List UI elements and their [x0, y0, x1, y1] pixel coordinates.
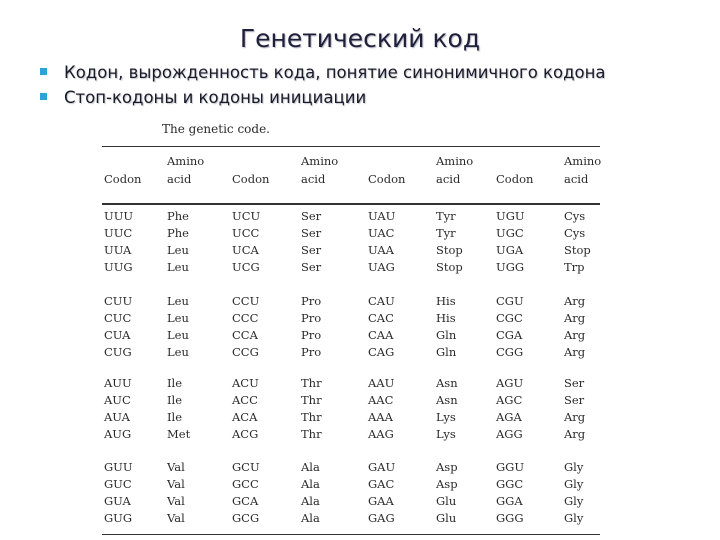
- codon-cell: GCA: [232, 494, 259, 508]
- codon-cell: AGA: [496, 410, 522, 424]
- codon-cell: UGA: [496, 243, 524, 257]
- codon-cell: UCA: [232, 243, 259, 257]
- bullet-item: [40, 60, 606, 85]
- amino-acid-cell: His: [436, 294, 456, 308]
- codon-cell: GGC: [496, 477, 524, 491]
- codon-cell: GGU: [496, 460, 525, 474]
- amino-acid-cell: Arg: [564, 328, 586, 342]
- amino-acid-cell: Gly: [564, 460, 584, 474]
- codon-cell: GGG: [496, 511, 524, 525]
- genetic-code-figure: [92, 114, 612, 538]
- codon-cell: CGC: [496, 311, 523, 325]
- amino-acid-cell: Ser: [301, 226, 322, 240]
- amino-acid-cell: Val: [167, 494, 185, 508]
- amino-acid-cell: Stop: [436, 260, 463, 274]
- amino-acid-cell: Arg: [564, 410, 586, 424]
- amino-acid-cell: Leu: [167, 260, 189, 274]
- amino-acid-cell: Leu: [167, 243, 189, 257]
- bullet-list: [40, 60, 606, 110]
- amino-acid-cell: Gly: [564, 511, 584, 525]
- amino-acid-cell: Ala: [301, 460, 320, 474]
- codon-cell: AGG: [496, 427, 523, 441]
- codon-cell: UAA: [368, 243, 394, 257]
- codon-cell: UUC: [104, 226, 133, 240]
- codon-cell: UAG: [368, 260, 395, 274]
- codon-cell: GUA: [104, 494, 131, 508]
- amino-acid-cell: Val: [167, 511, 185, 525]
- amino-acid-cell: Ser: [301, 243, 322, 257]
- amino-acid-cell: Pro: [301, 345, 322, 359]
- codon-cell: AUA: [104, 410, 130, 424]
- amino-acid-cell: Ala: [301, 511, 320, 525]
- square-bullet-icon: [40, 68, 47, 75]
- amino-acid-cell: Asn: [436, 393, 458, 407]
- codon-cell: CAG: [368, 345, 395, 359]
- amino-acid-cell: Glu: [436, 494, 457, 508]
- codon-cell: CGA: [496, 328, 523, 342]
- amino-acid-cell: Thr: [301, 410, 322, 424]
- bullet-text: Кодон, вырожденность кода, понятие синонимичного кодона: [64, 63, 606, 82]
- codon-cell: AAA: [368, 410, 393, 424]
- codon-cell: GUU: [104, 460, 133, 474]
- codon-cell: CAA: [368, 328, 394, 342]
- codon-cell: AAG: [368, 427, 394, 441]
- column-header-line1: Amino: [301, 154, 339, 168]
- codon-cell: CCG: [232, 345, 259, 359]
- codon-cell: GCC: [232, 477, 259, 491]
- amino-acid-cell: Ala: [301, 494, 320, 508]
- codon-cell: UAC: [368, 226, 395, 240]
- amino-acid-cell: Ser: [301, 260, 322, 274]
- amino-acid-cell: Val: [167, 477, 185, 491]
- codon-cell: AAU: [368, 376, 395, 390]
- codon-cell: CGU: [496, 294, 524, 308]
- codon-cell: CUA: [104, 328, 131, 342]
- amino-acid-cell: Ala: [301, 477, 320, 491]
- codon-cell: GAC: [368, 477, 395, 491]
- codon-cell: UCG: [232, 260, 260, 274]
- amino-acid-cell: Arg: [564, 294, 586, 308]
- codon-cell: ACG: [232, 427, 259, 441]
- amino-acid-cell: Gly: [564, 494, 584, 508]
- figure-caption: The genetic code.: [162, 122, 270, 136]
- column-header-line1: Amino: [436, 154, 474, 168]
- amino-acid-cell: Leu: [167, 311, 189, 325]
- codon-cell: AUC: [104, 393, 131, 407]
- codon-cell: CUC: [104, 311, 132, 325]
- codon-cell: GCG: [232, 511, 260, 525]
- column-header: Codon: [368, 172, 406, 186]
- column-header: acid: [167, 172, 192, 186]
- column-header: Codon: [104, 172, 142, 186]
- codon-cell: GAA: [368, 494, 394, 508]
- codon-cell: UUU: [104, 209, 134, 223]
- codon-cell: CCU: [232, 294, 260, 308]
- codon-cell: ACA: [232, 410, 258, 424]
- amino-acid-cell: Stop: [564, 243, 591, 257]
- amino-acid-cell: Ile: [167, 410, 183, 424]
- amino-acid-cell: Ser: [301, 209, 322, 223]
- column-header: acid: [301, 172, 326, 186]
- codon-cell: UGC: [496, 226, 524, 240]
- table-header-rule: [102, 203, 600, 205]
- amino-acid-cell: Lys: [436, 427, 456, 441]
- codon-cell: GAU: [368, 460, 396, 474]
- codon-cell: UCC: [232, 226, 260, 240]
- amino-acid-cell: Asp: [436, 460, 458, 474]
- column-header: acid: [564, 172, 589, 186]
- codon-cell: AUU: [104, 376, 132, 390]
- amino-acid-cell: Leu: [167, 294, 189, 308]
- amino-acid-cell: Thr: [301, 427, 322, 441]
- column-header: acid: [436, 172, 461, 186]
- amino-acid-cell: Ser: [564, 393, 585, 407]
- amino-acid-cell: Leu: [167, 328, 189, 342]
- codon-cell: CGG: [496, 345, 524, 359]
- column-header: Codon: [232, 172, 270, 186]
- amino-acid-cell: Ile: [167, 393, 183, 407]
- codon-cell: GAG: [368, 511, 395, 525]
- amino-acid-cell: Cys: [564, 226, 586, 240]
- codon-cell: AGC: [496, 393, 523, 407]
- amino-acid-cell: Arg: [564, 345, 586, 359]
- bullet-text: Стоп-кодоны и кодоны инициации: [64, 88, 367, 107]
- amino-acid-cell: Glu: [436, 511, 457, 525]
- amino-acid-cell: Leu: [167, 345, 189, 359]
- amino-acid-cell: Met: [167, 427, 191, 441]
- amino-acid-cell: Trp: [564, 260, 585, 274]
- column-header-line1: Amino: [564, 154, 602, 168]
- amino-acid-cell: Thr: [301, 376, 322, 390]
- amino-acid-cell: Ile: [167, 376, 183, 390]
- amino-acid-cell: Asn: [436, 376, 458, 390]
- square-bullet-icon: [40, 93, 47, 100]
- amino-acid-cell: Stop: [436, 243, 463, 257]
- amino-acid-cell: Arg: [564, 427, 586, 441]
- codon-cell: UAU: [368, 209, 396, 223]
- codon-cell: UUG: [104, 260, 133, 274]
- amino-acid-cell: Pro: [301, 294, 322, 308]
- codon-cell: UUA: [104, 243, 132, 257]
- codon-cell: GGA: [496, 494, 523, 508]
- codon-cell: UCU: [232, 209, 261, 223]
- amino-acid-cell: Ser: [564, 376, 585, 390]
- amino-acid-cell: Thr: [301, 393, 322, 407]
- amino-acid-cell: Gln: [436, 345, 457, 359]
- codon-cell: CAU: [368, 294, 395, 308]
- table-bottom-rule: [102, 534, 600, 535]
- amino-acid-cell: Phe: [167, 209, 189, 223]
- amino-acid-cell: Gln: [436, 328, 457, 342]
- codon-cell: AAC: [368, 393, 394, 407]
- amino-acid-cell: Cys: [564, 209, 586, 223]
- codon-cell: AUG: [104, 427, 132, 441]
- amino-acid-cell: Tyr: [436, 209, 456, 223]
- slide-title: Генетический код: [239, 24, 481, 53]
- bullet-item: [40, 85, 606, 110]
- amino-acid-cell: His: [436, 311, 456, 325]
- codon-cell: ACC: [232, 393, 258, 407]
- codon-cell: GUG: [104, 511, 133, 525]
- codon-cell: GCU: [232, 460, 260, 474]
- codon-cell: AGU: [496, 376, 524, 390]
- amino-acid-cell: Lys: [436, 410, 456, 424]
- codon-cell: UGG: [496, 260, 525, 274]
- codon-cell: CUU: [104, 294, 133, 308]
- column-header: Codon: [496, 172, 534, 186]
- amino-acid-cell: Gly: [564, 477, 584, 491]
- amino-acid-cell: Tyr: [436, 226, 456, 240]
- amino-acid-cell: Phe: [167, 226, 189, 240]
- amino-acid-cell: Val: [167, 460, 185, 474]
- amino-acid-cell: Asp: [436, 477, 458, 491]
- codon-cell: CCC: [232, 311, 259, 325]
- amino-acid-cell: Pro: [301, 311, 322, 325]
- codon-cell: CCA: [232, 328, 258, 342]
- codon-cell: CUG: [104, 345, 132, 359]
- column-header-line1: Amino: [167, 154, 205, 168]
- codon-cell: GUC: [104, 477, 132, 491]
- table-top-rule: [102, 146, 600, 147]
- codon-cell: UGU: [496, 209, 525, 223]
- amino-acid-cell: Pro: [301, 328, 322, 342]
- codon-cell: CAC: [368, 311, 394, 325]
- codon-cell: ACU: [232, 376, 259, 390]
- amino-acid-cell: Arg: [564, 311, 586, 325]
